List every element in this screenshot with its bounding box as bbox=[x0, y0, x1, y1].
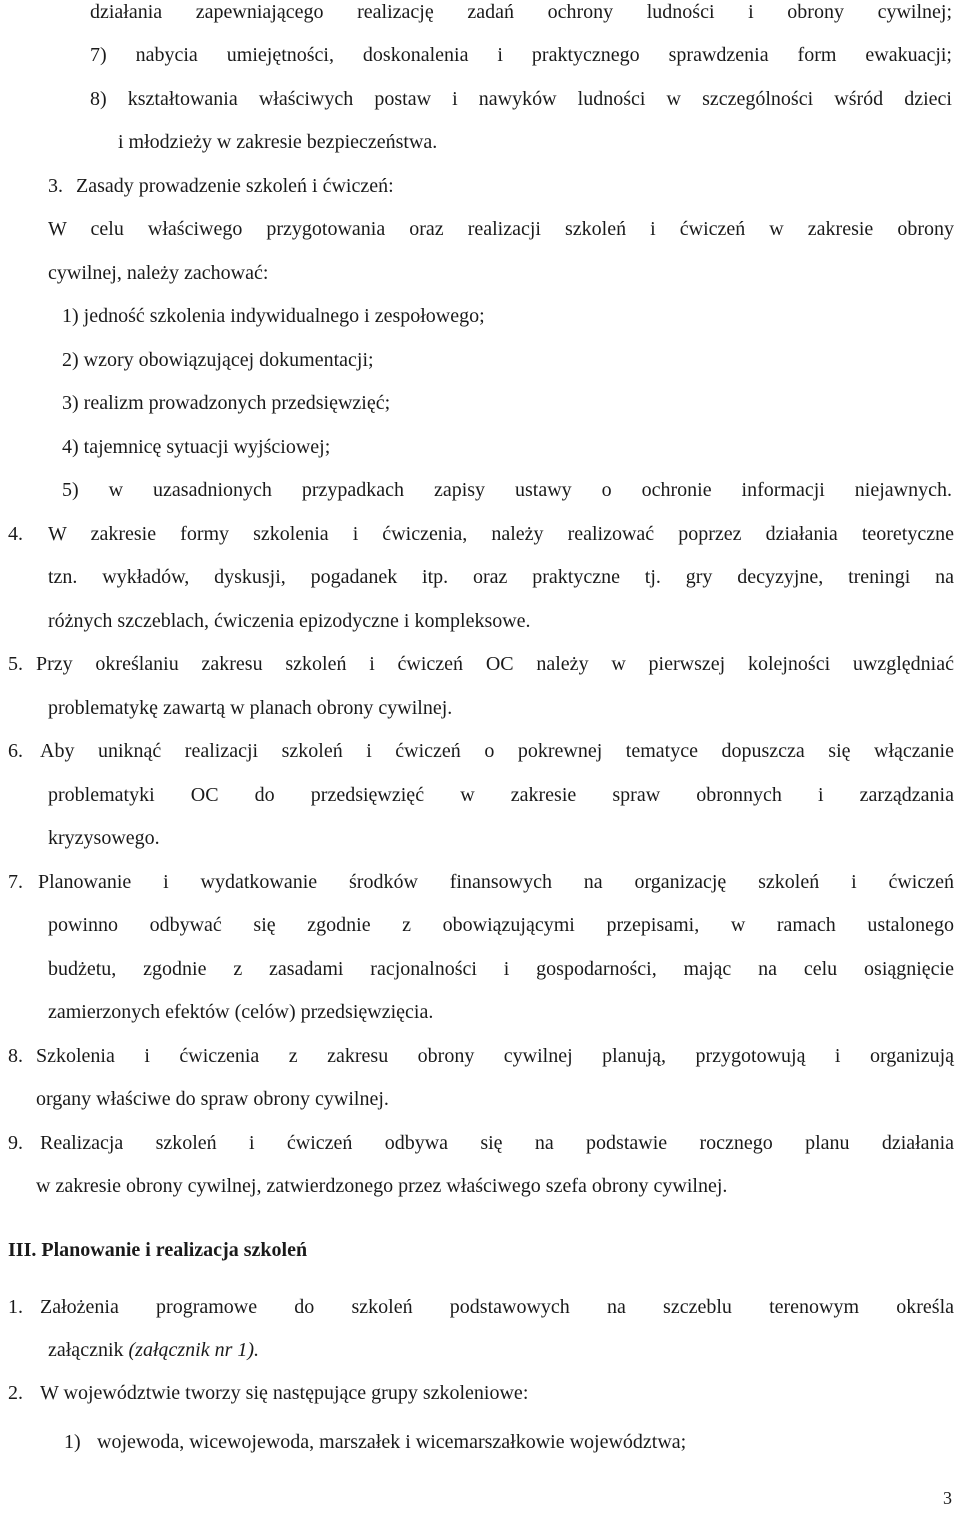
text-line: W celu właściwego przygotowania oraz realizacji szkoleń i ćwiczeń w zakresie obrony bbox=[48, 218, 954, 240]
section-number: 6. bbox=[8, 740, 23, 762]
text-line: problematykę zawartą w planach obrony cywilnej. bbox=[48, 697, 453, 719]
list-item: 2) wzory obowiązującej dokumentacji; bbox=[62, 349, 374, 371]
section-heading: Zasady prowadzenie szkoleń i ćwiczeń: bbox=[76, 175, 394, 197]
list-item: 3) realizm prowadzonych przedsięwzięć; bbox=[62, 392, 391, 414]
text-span: załącznik bbox=[48, 1339, 124, 1361]
text-line: powinno odbywać się zgodnie z obowiązującymi przepisami, w ramach ustalonego bbox=[48, 914, 954, 936]
section-number: 1. bbox=[8, 1296, 23, 1318]
text-line: W zakresie formy szkolenia i ćwiczenia, należy realizować poprzez działania teoretyczne bbox=[48, 523, 954, 545]
text-line: tzn. wykładów, dyskusji, pogadanek itp. oraz praktyczne tj. gry decyzyjne, treningi na bbox=[48, 566, 954, 588]
list-item: wojewoda, wicewojewoda, marszałek i wicemarszałkowie województwa; bbox=[97, 1431, 687, 1453]
text-line bbox=[48, 1338, 259, 1362]
section-number: 7. bbox=[8, 871, 23, 893]
section-number: 2. bbox=[8, 1382, 23, 1404]
list-number: 1) bbox=[64, 1431, 81, 1453]
section-number: 4. bbox=[8, 523, 23, 545]
list-item: 8) kształtowania właściwych postaw i nawyków ludności w szczególności wśród dzieci bbox=[90, 88, 952, 110]
text-line: różnych szczeblach, ćwiczenia epizodyczne i kompleksowe. bbox=[48, 610, 531, 632]
text-line: i młodzieży w zakresie bezpieczeństwa. bbox=[118, 131, 438, 153]
text-line: Planowanie i wydatkowanie środków finansowych na organizację szkoleń i ćwiczeń bbox=[38, 871, 954, 893]
list-item: 1) jedność szkolenia indywidualnego i zespołowego; bbox=[62, 305, 485, 327]
text-line: zamierzonych efektów (celów) przedsięwzięcia. bbox=[48, 1001, 434, 1023]
list-item: 4) tajemnicę sytuacji wyjściowej; bbox=[62, 436, 331, 458]
text-line: Aby uniknąć realizacji szkoleń i ćwiczeń o pokrewnej tematyce dopuszcza się włączanie bbox=[40, 740, 954, 762]
text-line: kryzysowego. bbox=[48, 827, 160, 849]
text-line: Realizacja szkoleń i ćwiczeń odbywa się na podstawie rocznego planu działania bbox=[40, 1132, 954, 1154]
section-number: 5. bbox=[8, 653, 23, 675]
text-line: cywilnej, należy zachować: bbox=[48, 262, 269, 284]
list-item: 5) w uzasadnionych przypadkach zapisy ustawy o ochronie informacji niejawnych. bbox=[62, 479, 952, 501]
text-line: Szkolenia i ćwiczenia z zakresu obrony cywilnej planują, przygotowują i organizują bbox=[36, 1045, 954, 1067]
text-line: organy właściwe do spraw obrony cywilnej. bbox=[36, 1088, 389, 1110]
text-line: W województwie tworzy się następujące grupy szkoleniowe: bbox=[40, 1382, 529, 1404]
text-line: Przy określaniu zakresu szkoleń i ćwiczeń OC należy w pierwszej kolejności uwzględniać bbox=[36, 653, 954, 675]
text-line: problematyki OC do przedsięwzięć w zakresie spraw obronnych i zarządzania bbox=[48, 784, 954, 806]
section-number: 8. bbox=[8, 1045, 23, 1067]
page-number: 3 bbox=[943, 1488, 952, 1508]
list-item: 7) nabycia umiejętności, doskonalenia i praktycznego sprawdzenia form ewakuacji; bbox=[90, 44, 952, 66]
text-line: w zakresie obrony cywilnej, zatwierdzonego przez właściwego szefa obrony cywilnej. bbox=[36, 1175, 728, 1197]
section-number: 3. bbox=[48, 175, 63, 197]
text-line: działania zapewniającego realizację zadań ochrony ludności i obrony cywilnej; bbox=[90, 1, 952, 23]
section-number: 9. bbox=[8, 1132, 23, 1154]
chapter-heading: III. Planowanie i realizacja szkoleń bbox=[8, 1239, 308, 1261]
text-line: budżetu, zgodnie z zasadami racjonalności i gospodarności, mając na celu osiągnięcie bbox=[48, 958, 954, 980]
annex-reference: (załącznik nr 1). bbox=[128, 1339, 260, 1361]
text-line: Założenia programowe do szkoleń podstawowych na szczeblu terenowym określa bbox=[40, 1296, 954, 1318]
